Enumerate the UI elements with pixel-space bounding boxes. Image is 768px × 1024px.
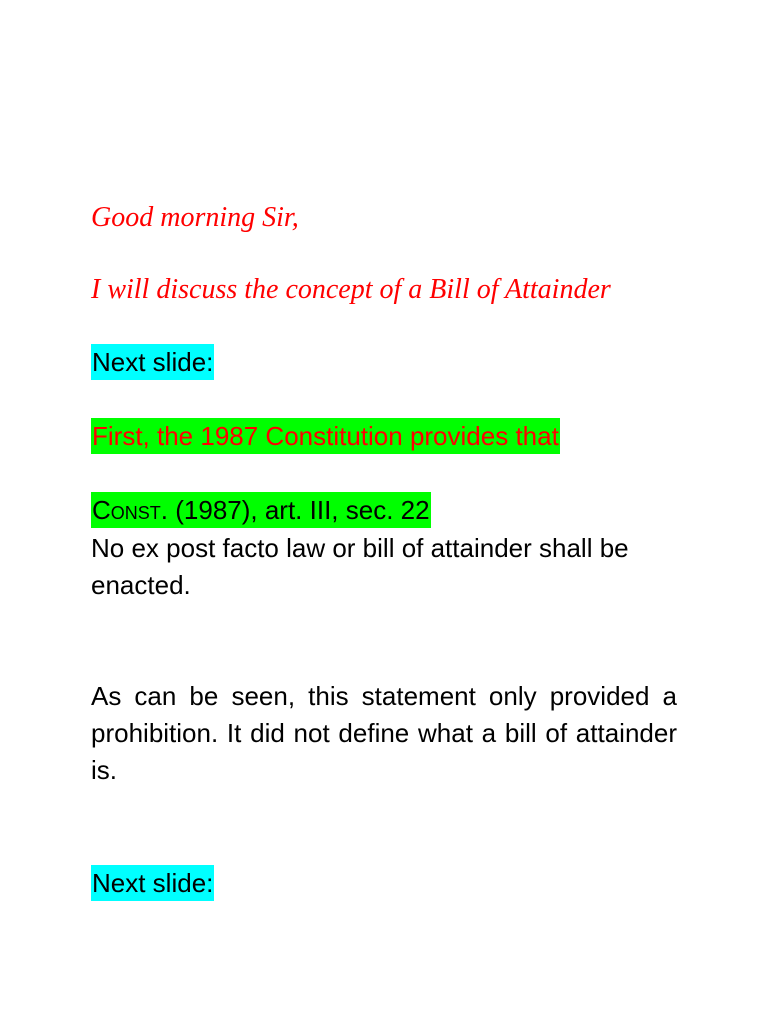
next-slide-label: Next slide: bbox=[91, 344, 214, 380]
citation-highlight bbox=[91, 492, 431, 528]
first-statement-text: First, the 1987 Constitution provides that bbox=[91, 418, 560, 454]
next-slide-label: Next slide: bbox=[91, 865, 214, 901]
citation-rest: (1987), art. III, sec. 22 bbox=[168, 495, 430, 525]
commentary-paragraph: As can be seen, this statement only provided a prohibition. It did not define what a bill of attainder is. bbox=[91, 681, 677, 785]
greeting-line: Good morning Sir, bbox=[91, 202, 299, 233]
citation-line bbox=[91, 492, 431, 528]
citation-const-label: Const. bbox=[92, 495, 169, 525]
next-slide-marker-2 bbox=[91, 865, 214, 901]
next-slide-marker-1 bbox=[91, 344, 214, 380]
first-statement-line bbox=[91, 418, 560, 454]
provision-text: No ex post facto law or bill of attainder shall be enacted. bbox=[91, 533, 629, 600]
intro-line: I will discuss the concept of a Bill of Attainder bbox=[91, 274, 611, 305]
